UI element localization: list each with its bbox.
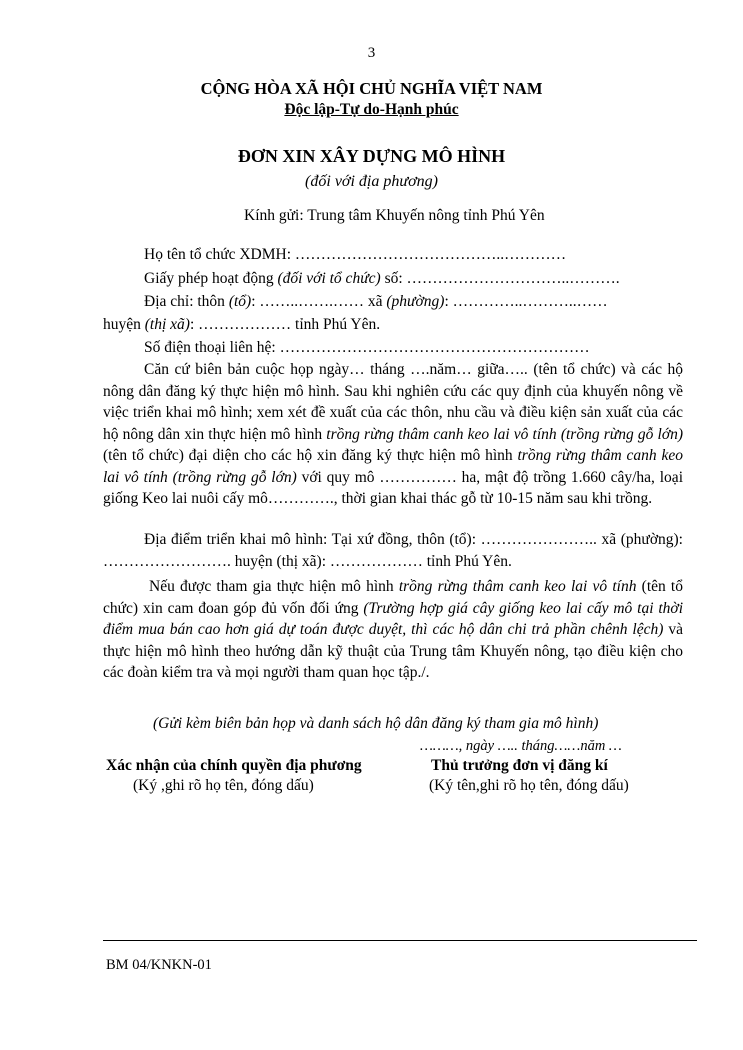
document-subtitle: (đối với địa phương)	[305, 173, 438, 190]
license-field: Giấy phép hoạt động (đối với tổ chức) số: …………………………..……….	[144, 270, 620, 287]
address-field: Địa chỉ: thôn (tổ): ……..…….…… xã (phường): …………..………..……	[144, 293, 608, 310]
form-code: BM 04/KNKN-01	[106, 957, 212, 973]
paragraph-basis: Căn cứ biên bản cuộc họp ngày… tháng ….năm… giữa….. (tên tổ chức) và các hộ nông dân đăng ký thực hiện mô hình. Sau khi nghiên cứu các quy định của khuyến nông về việc triển khai mô hình; xem xét đề xuất của các thôn, nhu cầu và điều kiện sản xuất của các hộ nông dân xin thực hiện mô hình trồng rừng thâm canh keo lai vô tính (trồng rừng gỗ lớn) (tên tổ chức) đại diện cho các hộ xin đăng ký thực hiện mô hình trồng rừng thâm canh keo lai vô tính (trồng rừng gỗ lớn) với quy mô …………… ha, mật độ trồng 1.660 cây/ha, loại giống Keo lai nuôi cấy mô…………., thời gian khai thác gỗ từ 10-15 năm sau khi trồng.	[103, 361, 684, 507]
right-signature-title: Thủ trưởng đơn vị đăng kí	[431, 757, 608, 774]
footer-divider	[103, 940, 697, 941]
national-header: CỘNG HÒA XÃ HỘI CHỦ NGHĨA VIỆT NAM	[200, 79, 543, 98]
left-signature-note: (Ký ,ghi rõ họ tên, đóng dấu)	[133, 777, 314, 794]
page-number: 3	[367, 45, 376, 61]
right-signature-note: (Ký tên,ghi rõ họ tên, đóng dấu)	[429, 777, 629, 794]
org-name-field: Họ tên tổ chức XDMH: …………………………………..…………	[144, 246, 567, 263]
paragraph-location: Địa điểm triển khai mô hình: Tại xứ đồng, thôn (tổ): ………………….. xã (phường): ……………………. huyện (thị xã): ……………… tỉnh Phú Yên.	[103, 531, 683, 570]
paragraph-commitment: Nếu được tham gia thực hiện mô hình trồng rừng thâm canh keo lai vô tính (tên tổ chức) xin cam đoan góp đủ vốn đối ứng (Trường hợp giá cây giống keo lai cấy mô tại thời điểm mua bán cao hơn giá dự toán được duyệt, thì các hộ dân chi trả phần chênh lệch) và thực hiện mô hình theo hướng dẫn kỹ thuật của Trung tâm Khuyến nông, tạo điều kiện cho các đoàn kiểm tra và mọi người tham quan học tập./.	[103, 578, 684, 681]
attachment-note: (Gửi kèm biên bản họp và danh sách hộ dân đăng ký tham gia mô hình)	[153, 715, 599, 732]
date-line: ………, ngày ….. tháng……năm …	[420, 738, 622, 754]
national-motto: Độc lập-Tự do-Hạnh phúc	[284, 101, 459, 118]
phone-field: Số điện thoại liên hệ: ……………………………………………………	[144, 339, 590, 356]
document-title: ĐƠN XIN XÂY DỰNG MÔ HÌNH	[237, 146, 506, 166]
district-field: huyện (thị xã): ……………… tỉnh Phú Yên.	[103, 316, 381, 333]
recipient-line: Kính gửi: Trung tâm Khuyến nông tỉnh Phú Yên	[244, 207, 545, 224]
left-signature-title: Xác nhận của chính quyền địa phương	[106, 757, 362, 774]
